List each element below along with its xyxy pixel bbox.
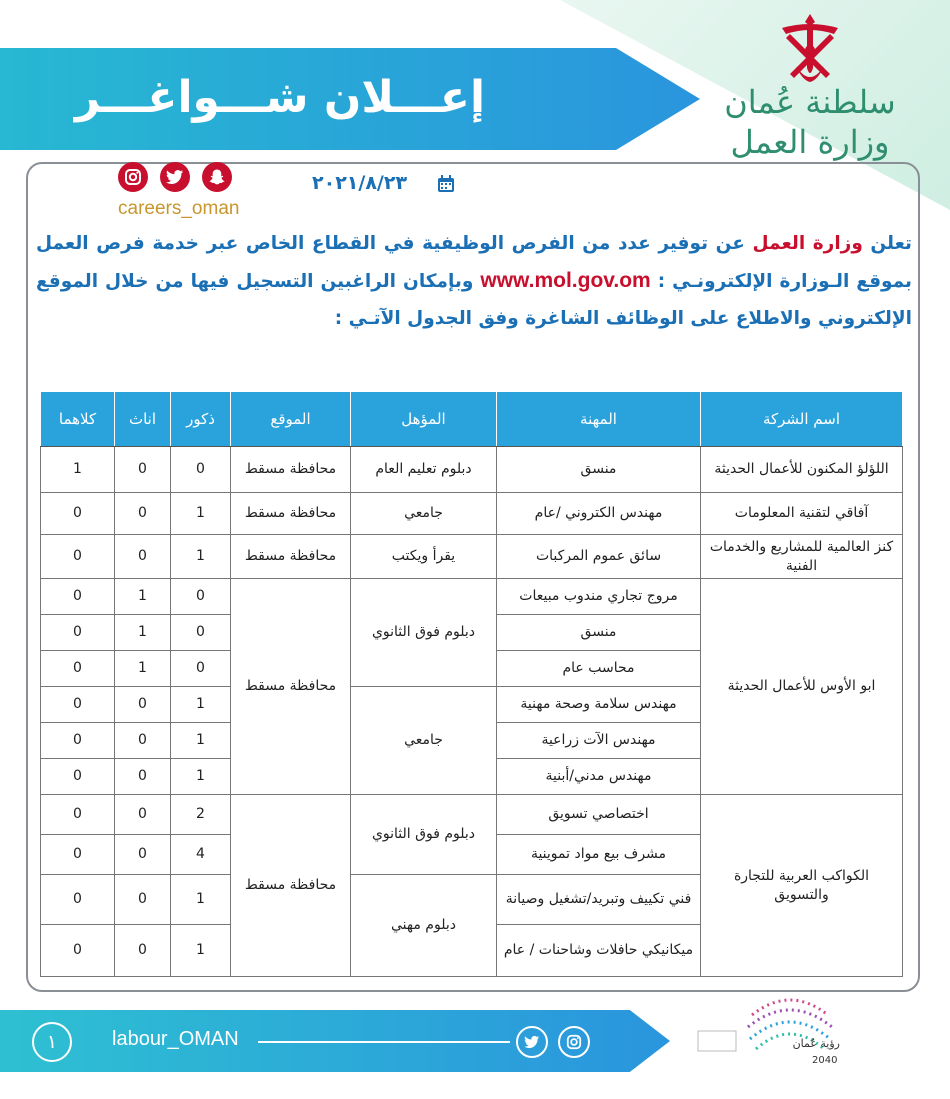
oman-emblem-icon <box>760 10 860 90</box>
males-cell: 1 <box>171 875 231 925</box>
labour-handle[interactable]: labour_OMAN <box>112 1028 239 1050</box>
both-cell: 0 <box>41 875 115 925</box>
logo-line-sultanate: سلطنة عُمان <box>724 83 896 121</box>
both-cell: 0 <box>41 493 115 535</box>
company-cell: الكواكب العربية للتجارة والتسويق <box>701 795 903 977</box>
females-cell: 0 <box>115 835 171 875</box>
job-cell: مروج تجاري مندوب مبيعات <box>497 579 701 615</box>
males-cell: 0 <box>171 651 231 687</box>
twitter-icon[interactable] <box>516 1026 548 1058</box>
vision-year: 2040 <box>812 1055 838 1066</box>
females-cell: 0 <box>115 925 171 977</box>
both-cell: 0 <box>41 651 115 687</box>
females-cell: 1 <box>115 615 171 651</box>
females-cell: 0 <box>115 875 171 925</box>
females-cell: 0 <box>115 795 171 835</box>
both-cell: 0 <box>41 835 115 875</box>
careers-handle[interactable]: careers_oman <box>118 198 240 219</box>
website-link[interactable]: www.mol.gov.om <box>480 269 651 292</box>
header-males: ذكور <box>171 392 231 447</box>
both-cell: 0 <box>41 615 115 651</box>
both-cell: 0 <box>41 795 115 835</box>
header-company: اسم الشركة <box>701 392 903 447</box>
males-cell: 1 <box>171 723 231 759</box>
job-cell: اختصاصي تسويق <box>497 795 701 835</box>
location-cell: محافظة مسقط <box>231 535 351 579</box>
job-cell: مهندس سلامة وصحة مهنية <box>497 687 701 723</box>
table-row <box>41 795 903 835</box>
intro-paragraph <box>36 225 912 375</box>
job-cell: ميكانيكي حافلات وشاحنات / عام <box>497 925 701 977</box>
qualification-cell: جامعي <box>351 493 497 535</box>
twitter-icon[interactable] <box>160 162 190 192</box>
qualification-cell: دبلوم فوق الثانوي <box>351 579 497 687</box>
males-cell: 0 <box>171 615 231 651</box>
header-location: الموقع <box>231 392 351 447</box>
oman-vision-2040-logo <box>690 985 930 1085</box>
job-cell: سائق عموم المركبات <box>497 535 701 579</box>
social-icons-top <box>118 160 248 196</box>
qualification-cell: جامعي <box>351 687 497 795</box>
intro-part2: عن توفير عدد من الفرص الوظيفية في القطاع الخاص عبر خدمة فرص العمل بموقع الـوزارة الإلكترونـي : <box>36 233 913 292</box>
location-cell: محافظة مسقط <box>231 493 351 535</box>
ministry-logo-text <box>720 82 900 172</box>
both-cell: 0 <box>41 759 115 795</box>
header-job: المهنة <box>497 392 701 447</box>
instagram-icon[interactable] <box>118 162 148 192</box>
location-cell: محافظة مسقط <box>231 447 351 493</box>
company-cell: اللؤلؤ المكنون للأعمال الحديثة <box>701 447 903 493</box>
job-cell: فني تكييف وتبريد/تشغيل وصيانة <box>497 875 701 925</box>
header-females: اناث <box>115 392 171 447</box>
both-cell: 0 <box>41 579 115 615</box>
partner-mark <box>698 1031 736 1051</box>
qualification-cell: دبلوم تعليم العام <box>351 447 497 493</box>
both-cell: 1 <box>41 447 115 493</box>
table-header-row <box>41 392 903 447</box>
table-row <box>41 447 903 493</box>
males-cell: 1 <box>171 687 231 723</box>
females-cell: 0 <box>115 447 171 493</box>
job-cell: مهندس مدني/أبنية <box>497 759 701 795</box>
job-cell: مهندس الكتروني /عام <box>497 493 701 535</box>
qualification-cell: يقرأ ويكتب <box>351 535 497 579</box>
page-number: ١ <box>32 1022 72 1062</box>
location-cell: محافظة مسقط <box>231 795 351 977</box>
company-cell: ابو الأوس للأعمال الحديثة <box>701 579 903 795</box>
females-cell: 0 <box>115 759 171 795</box>
males-cell: 4 <box>171 835 231 875</box>
logo-line-ministry: وزارة العمل <box>730 123 890 161</box>
date-text: ٢٠٢١/٨/٢٣ <box>312 172 408 194</box>
males-cell: 1 <box>171 925 231 977</box>
page-title: إعـــلان شـــواغـــر <box>74 72 486 123</box>
location-cell: محافظة مسقط <box>231 579 351 795</box>
vacancies-table <box>40 391 903 977</box>
footer-divider <box>258 1041 510 1043</box>
job-cell: منسق <box>497 615 701 651</box>
vision-title: رؤية عُمان <box>792 1037 840 1050</box>
males-cell: 0 <box>171 447 231 493</box>
both-cell: 0 <box>41 535 115 579</box>
snapchat-icon[interactable] <box>202 162 232 192</box>
qualification-cell: دبلوم فوق الثانوي <box>351 795 497 875</box>
company-cell: كنز العالمية للمشاريع والخدمات الفنية <box>701 535 903 579</box>
males-cell: 1 <box>171 535 231 579</box>
males-cell: 2 <box>171 795 231 835</box>
females-cell: 0 <box>115 687 171 723</box>
table-row <box>41 493 903 535</box>
both-cell: 0 <box>41 687 115 723</box>
job-cell: منسق <box>497 447 701 493</box>
date-stamp <box>300 172 470 196</box>
header-both: كلاهما <box>41 392 115 447</box>
job-cell: مهندس الآت زراعية <box>497 723 701 759</box>
females-cell: 0 <box>115 493 171 535</box>
job-cell: مشرف بيع مواد تموينية <box>497 835 701 875</box>
table-row <box>41 579 903 615</box>
intro-part1: تعلن <box>862 233 913 254</box>
both-cell: 0 <box>41 723 115 759</box>
header-qualification: المؤهل <box>351 392 497 447</box>
both-cell: 0 <box>41 925 115 977</box>
ministry-name: وزارة العمل <box>752 233 863 254</box>
calendar-icon <box>436 174 456 194</box>
females-cell: 0 <box>115 723 171 759</box>
females-cell: 1 <box>115 579 171 615</box>
males-cell: 1 <box>171 493 231 535</box>
job-cell: محاسب عام <box>497 651 701 687</box>
qualification-cell: دبلوم مهني <box>351 875 497 977</box>
table-row <box>41 535 903 579</box>
intro-part3: وبإمكان الراغبين التسجيل فيها من خلال الموقع الإلكتروني والاطلاع على الوظائف الشاغرة وفق الجدول الآتـي : <box>36 271 912 329</box>
males-cell: 1 <box>171 759 231 795</box>
instagram-icon[interactable] <box>558 1026 590 1058</box>
males-cell: 0 <box>171 579 231 615</box>
females-cell: 0 <box>115 535 171 579</box>
females-cell: 1 <box>115 651 171 687</box>
company-cell: آفاقي لتقنية المعلومات <box>701 493 903 535</box>
